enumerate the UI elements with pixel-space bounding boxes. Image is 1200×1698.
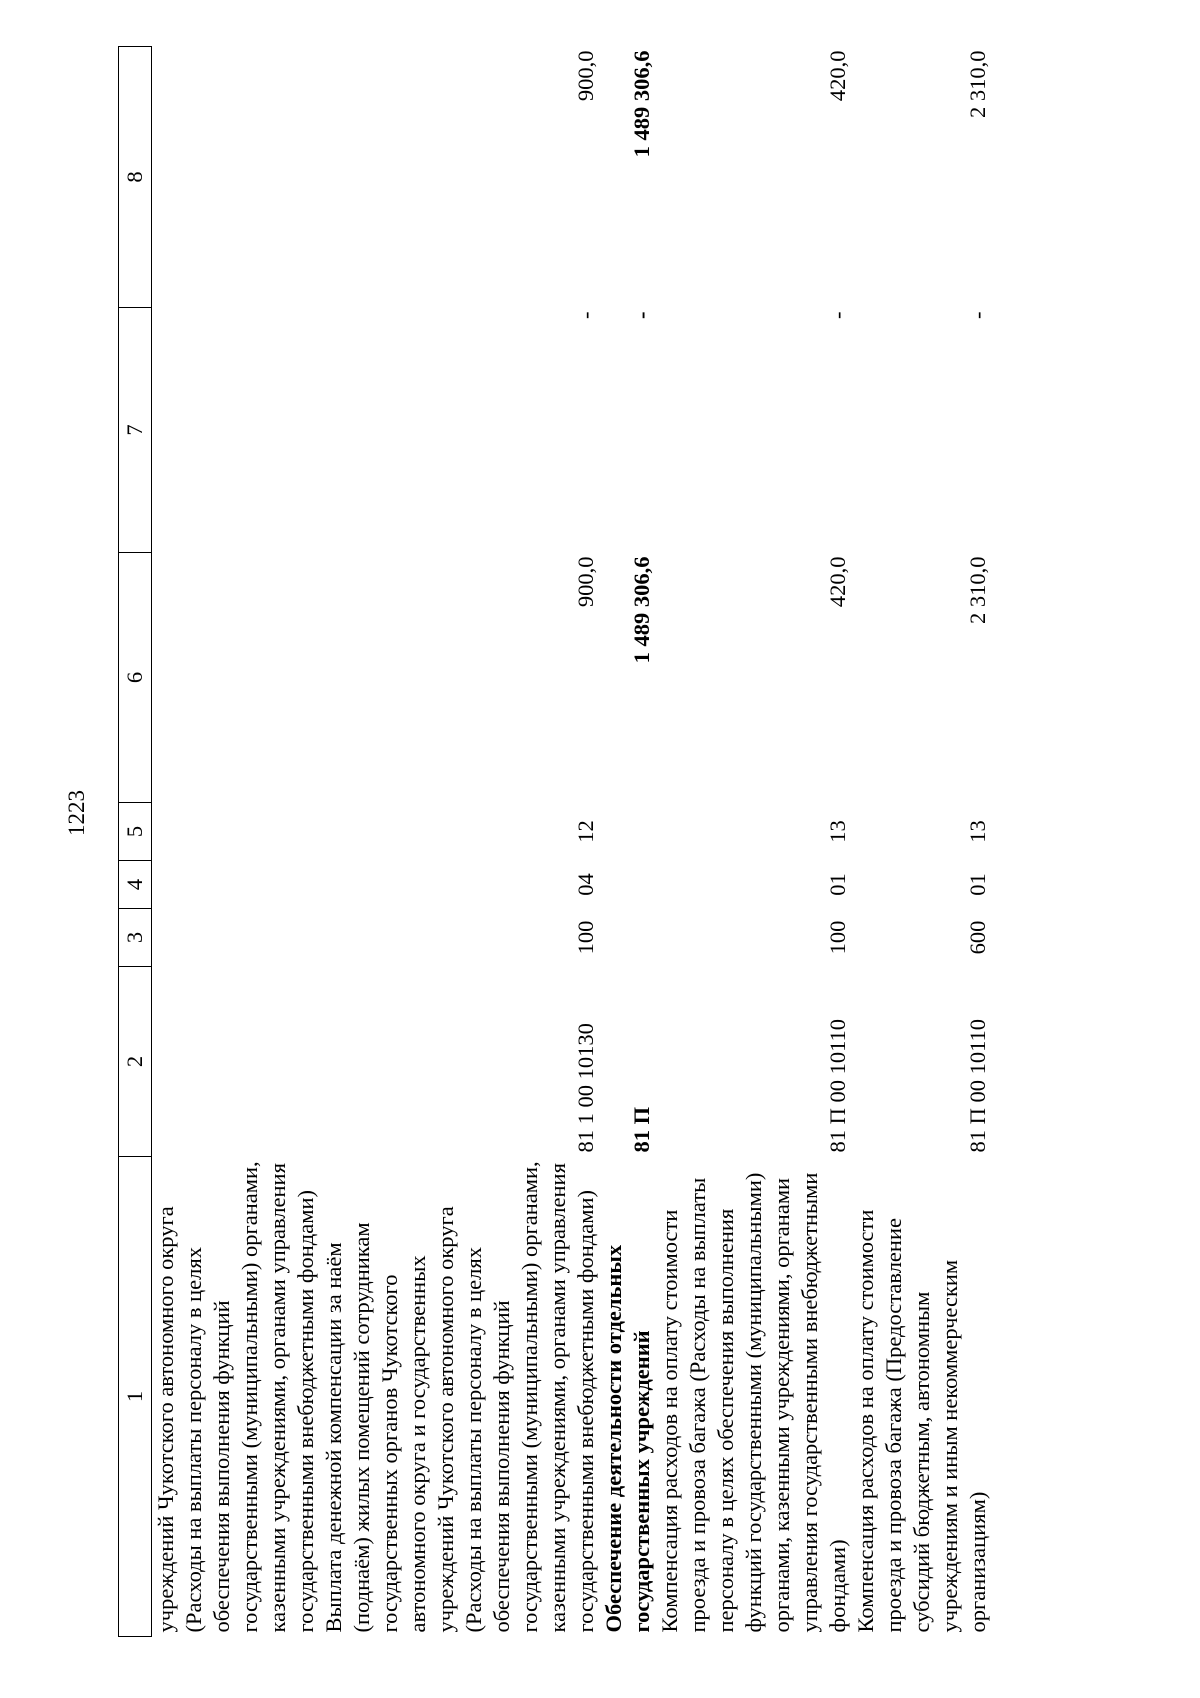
row-total: 1 489 306,6 [629,50,654,158]
row-description: учреждений Чукотского автономного округа (Расходы на выплаты персоналу в целях обеспечения выполнения функций государственными (муниципальными) органами, казенными учреждениями, органами управления государственными внебюджетными фондами) [153,1161,318,1633]
row-rz [152,861,321,909]
row-rz: 01 [965,873,990,896]
row-rz: 04 [573,873,598,896]
row-pr [152,803,321,861]
row-total: 2 310,0 [965,50,990,118]
row-sum: 900,0 [573,556,598,608]
row-pr: 12 [573,820,598,843]
row-dash: - [573,311,598,319]
row-vr [600,909,656,967]
row-sum: 420,0 [825,556,850,608]
column-header: 7 [119,308,152,553]
row-description: Компенсация расходов на оплату стоимости проезда и провоза багажа (Предоставление субсидий бюджетным, автономным учреждениям и иным некоммерческим организациям) [853,1209,990,1633]
row-code: 81 1 00 10130 [573,1023,598,1153]
column-header: 4 [119,861,152,909]
budget-table [118,46,992,1637]
row-dash: - [825,311,850,319]
column-header: 8 [119,47,152,308]
row-description: Компенсация расходов на оплату стоимости проезда и провоза багажа (Расходы на выплаты персоналу в целях обеспечения выполнения функций государственными (муниципальными) органами, казенными учреждениями, органами управления государственными внебюджетными фондами) [657,1172,850,1633]
row-total: 900,0 [573,50,598,102]
row-total: 420,0 [825,50,850,102]
column-header: 1 [119,1157,152,1637]
row-sum: 2 310,0 [965,556,990,624]
row-pr: 13 [965,820,990,843]
row-pr [600,803,656,861]
row-rz [600,861,656,909]
row-code: 81 П 00 10110 [965,1018,990,1153]
row-dash: - [965,311,990,319]
row-dash: - [629,311,654,319]
row-total [152,47,321,308]
row-description: Обеспечение деятельности отдельных государственных учреждений [601,1244,654,1633]
header-row [119,47,152,1637]
row-sum [152,553,321,803]
row-vr: 100 [573,920,598,955]
page-number: 1223 [64,790,89,836]
column-header: 3 [119,909,152,967]
row-code: 81 П 00 10110 [825,1018,850,1153]
row-code [152,967,321,1157]
rotated-page [118,47,1168,1637]
row-pr: 13 [825,820,850,843]
table-row [852,47,992,1637]
row-vr: 100 [825,920,850,955]
row-vr: 600 [965,920,990,955]
row-rz: 01 [825,873,850,896]
row-sum: 1 489 306,6 [629,556,654,664]
column-header: 5 [119,803,152,861]
row-code: 81 П [629,1106,654,1153]
column-header: 2 [119,967,152,1157]
table-row [152,47,321,1637]
table-row [656,47,852,1637]
table-row [600,47,656,1637]
row-vr [152,909,321,967]
row-description: Выплата денежной компенсации за наём (поднаём) жилых помещений сотрудникам государственных органов Чукотского автономного округа и государственных учреждений Чукотского автономного округа (Расходы на выплаты персоналу в целях обеспечения выполнения функций государственными (муниципальными) органами, казенными учреждениями, органами управления государственными внебюджетными фондами) [321,1161,598,1633]
column-header: 6 [119,553,152,803]
row-dash [152,308,321,553]
table-row [320,47,600,1637]
